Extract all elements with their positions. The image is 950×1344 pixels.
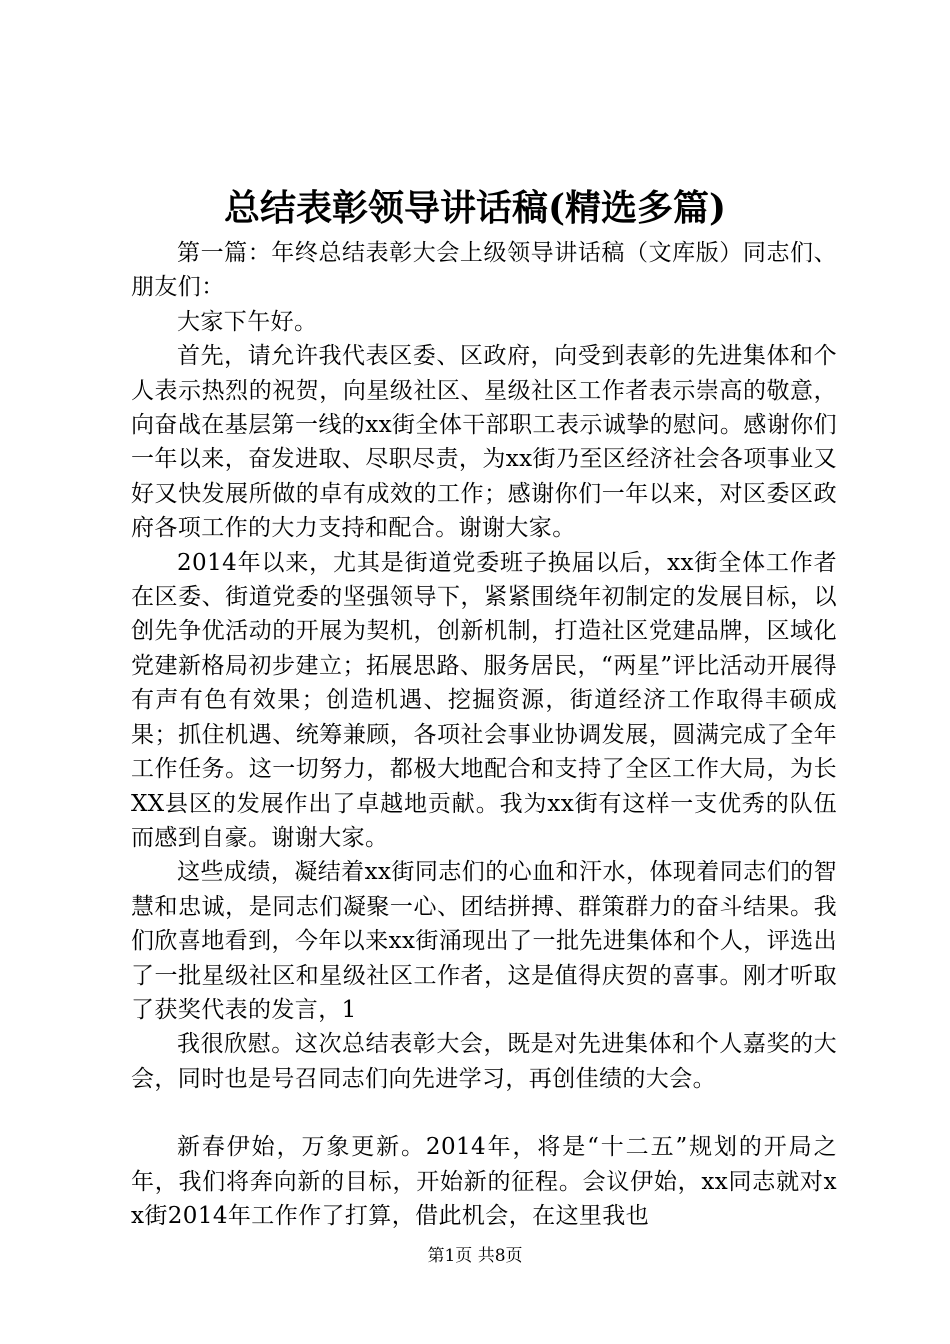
page-number-footer: 第1页 共8页 [427,1246,523,1266]
paragraph-greeting: 大家下午好。 [177,308,318,335]
document-body [131,236,837,1233]
paragraph-spacer [131,1096,837,1130]
paragraph-new-year: 新春伊始，万象更新。2014年，将是“十二五”规划的开局之年，我们将奔向新的目标，开始新的征程。会议伊始，xx同志就对xx街2014年工作作了打算，借此机会，在这里我也 [131,1134,837,1229]
paragraph-gratification: 我很欣慰。这次总结表彰大会，既是对先进集体和个人嘉奖的大会，同时也是号召同志们向先进学习，再创佳绩的大会。 [131,1031,837,1092]
paragraph-achievements: 2014年以来，尤其是街道党委班子换届以后，xx街全体工作者在区委、街道党委的坚强领导下，紧紧围绕年初制定的发展目标，以创先争优活动的开展为契机，创新机制，打造社区党建品牌，区域化党建新格局初步建立；拓展思路、服务居民，“两星”评比活动开展得有声有色有效果；创造机遇、挖掘资源，街道经济工作取得丰硕成果；抓住机遇、统筹兼顾，各项社会事业协调发展，圆满完成了全年工作任务。这一切努力，都极大地配合和支持了全区工作大局，为长XX县区的发展作出了卓越地贡献。我为xx街有这样一支优秀的队伍而感到自豪。谢谢大家。 [131,549,837,851]
paragraph-results: 这些成绩，凝结着xx街同志们的心血和汗水，体现着同志们的智慧和忠诚，是同志们凝聚一心、团结拼搏、群策群力的奋斗结果。我们欣喜地看到，今年以来xx街涌现出了一批先进集体和个人，评选出了一批星级社区和星级社区工作者，这是值得庆贺的喜事。刚才听取了获奖代表的发言，1 [131,859,837,1023]
document-title: 总结表彰领导讲话稿(精选多篇) [223,187,727,229]
paragraph-intro: 第一篇：年终总结表彰大会上级领导讲话稿（文库版）同志们、朋友们： [131,240,837,301]
paragraph-congratulations: 首先，请允许我代表区委、区政府，向受到表彰的先进集体和个人表示热烈的祝贺，向星级社区、星级社区工作者表示崇高的敬意，向奋战在基层第一线的xx街全体干部职工表示诚挚的慰问。感谢你们一年以来，奋发进取、尽职尽责，为xx街乃至区经济社会各项事业又好又快发展所做的卓有成效的工作；感谢你们一年以来，对区委区政府各项工作的大力支持和配合。谢谢大家。 [131,343,837,542]
